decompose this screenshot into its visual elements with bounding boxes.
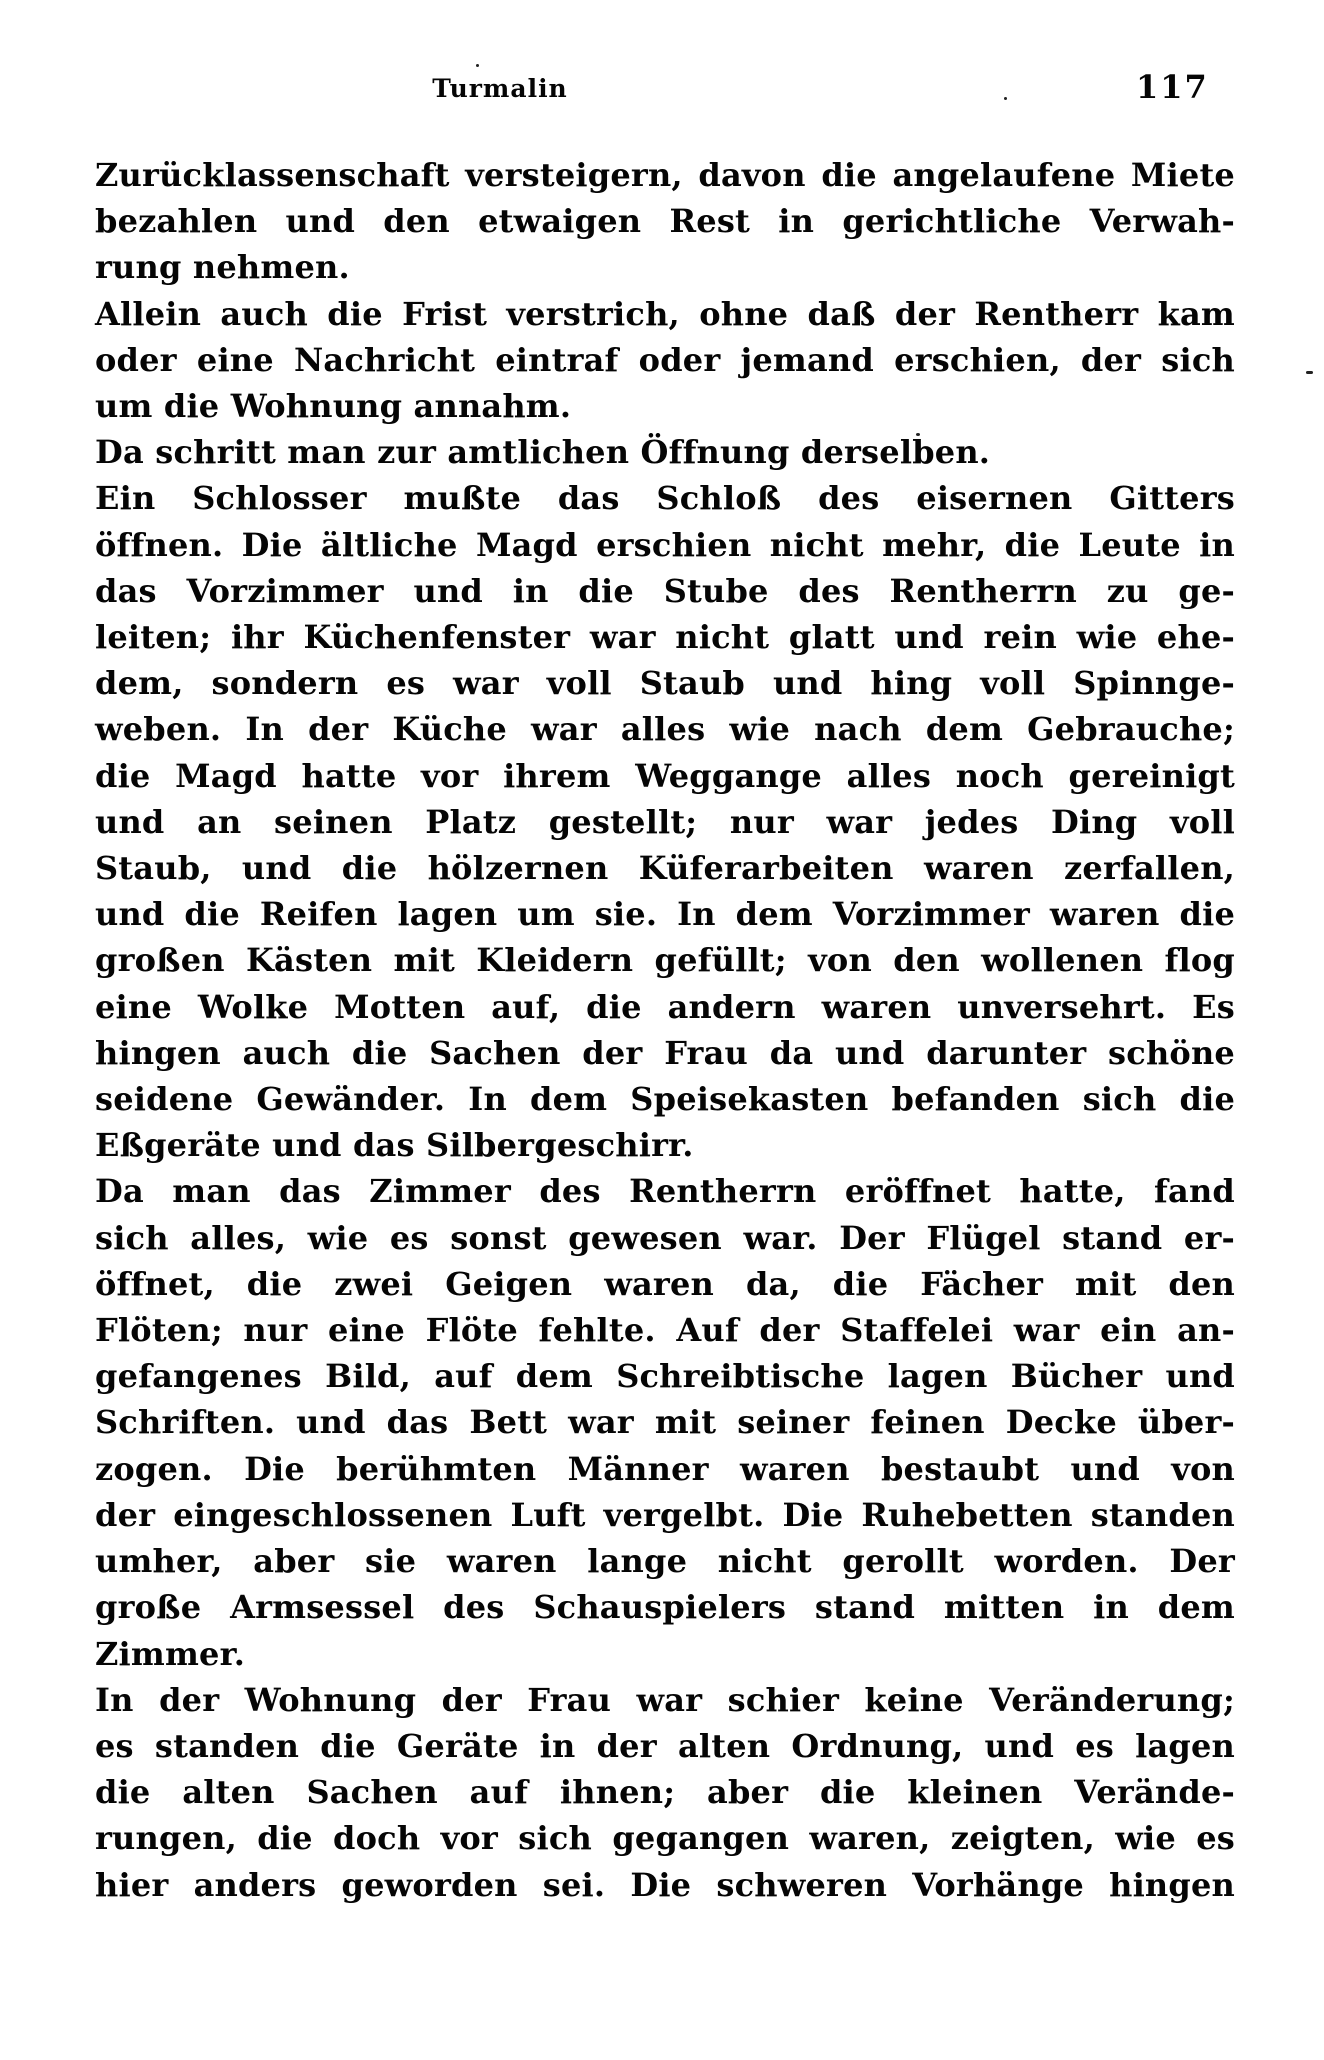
text-line: gefangenes Bild, auf dem Schreibtische lagen Bücher und — [95, 1357, 1235, 1396]
text-line: In der Wohnung der Frau war schier keine Veränderung; — [95, 1680, 1235, 1719]
text-line: Eßgeräte und das Silbergeschirr. — [95, 1126, 694, 1165]
text-line: Flöten; nur eine Flöte fehlte. Auf der Staffelei war ein an- — [95, 1311, 1235, 1350]
text-line: Da schritt man zur amtlichen Öffnung derselben. — [95, 433, 991, 472]
text-line: oder eine Nachricht eintraf oder jemand erschien, der sich — [95, 340, 1235, 379]
text-line: es standen die Geräte in der alten Ordnung, und es lagen — [95, 1726, 1235, 1765]
text-line: bezahlen und den etwaigen Rest in gerichtliche Verwah- — [95, 202, 1235, 241]
paragraph — [95, 1168, 1235, 1676]
text-line: leiten; ihr Küchenfenster war nicht glatt und rein wie ehe- — [95, 618, 1235, 657]
page-number: 117 — [1136, 68, 1209, 106]
page-title: Turmalin — [432, 74, 568, 103]
text-line: der eingeschlossenen Luft vergelbt. Die Ruhebetten standen — [95, 1495, 1235, 1534]
paragraph — [95, 152, 1235, 291]
paragraph — [95, 429, 1235, 475]
text-line: öffnen. Die ältliche Magd erschien nicht mehr, die Leute in — [95, 525, 1235, 564]
text-line: Da man das Zimmer des Rentherrn eröffnet hatte, fand — [95, 1172, 1235, 1211]
text-line: öffnet, die zwei Geigen waren da, die Fächer mit den — [95, 1264, 1235, 1303]
text-line: weben. In der Küche war alles wie nach dem Gebrauche; — [95, 710, 1235, 749]
paragraph — [95, 291, 1235, 430]
text-line: das Vorzimmer und in die Stube des Rentherrn zu ge- — [95, 571, 1235, 610]
text-line: um die Wohnung annahm. — [95, 387, 572, 426]
text-line: und die Reifen lagen um sie. In dem Vorzimmer waren die — [95, 895, 1235, 934]
text-line: Schriften. und das Bett war mit seiner feinen Decke über- — [95, 1403, 1235, 1442]
text-line: zogen. Die berühmten Männer waren bestaubt und von — [95, 1449, 1235, 1488]
text-line: umher, aber sie waren lange nicht gerollt worden. Der — [95, 1542, 1235, 1581]
paragraph — [95, 475, 1235, 1168]
text-line: Zimmer. — [95, 1634, 246, 1673]
text-line: hier anders geworden sei. Die schweren Vorhänge hingen — [95, 1865, 1235, 1904]
text-line: sich alles, wie es sonst gewesen war. Der Flügel stand er- — [95, 1218, 1235, 1257]
text-line: großen Kästen mit Kleidern gefüllt; von den wollenen flog — [95, 941, 1235, 980]
text-block — [95, 152, 1235, 1908]
scan-speck — [476, 64, 479, 67]
text-line: große Armsessel des Schauspielers stand mitten in dem — [95, 1588, 1235, 1627]
text-line: Staub, und die hölzernen Küferarbeiten waren zerfallen, — [95, 849, 1235, 888]
text-line: Zurücklassenschaft versteigern, davon die angelaufene Miete — [95, 156, 1235, 194]
text-line: rungen, die doch vor sich gegangen waren, zeigten, wie es — [95, 1819, 1235, 1858]
text-line: rung nehmen. — [95, 248, 350, 287]
text-line: die Magd hatte vor ihrem Weggange alles noch gereinigt — [95, 756, 1235, 795]
running-head — [0, 68, 1324, 112]
text-line: seidene Gewänder. In dem Speisekasten befanden sich die — [95, 1080, 1235, 1119]
text-line: und an seinen Platz gestellt; nur war jedes Ding voll — [95, 802, 1235, 841]
text-line: Ein Schlosser mußte das Schloß des eisernen Gitters — [95, 479, 1235, 518]
text-line: eine Wolke Motten auf, die andern waren unversehrt. Es — [95, 987, 1235, 1026]
scan-speck — [1306, 371, 1313, 374]
text-line: hingen auch die Sachen der Frau da und darunter schöne — [95, 1033, 1235, 1072]
scan-speck — [1004, 97, 1007, 100]
text-line: Allein auch die Frist verstrich, ohne daß der Rentherr kam — [95, 294, 1235, 333]
text-line: die alten Sachen auf ihnen; aber die kleinen Verände- — [95, 1773, 1235, 1812]
text-line: dem, sondern es war voll Staub und hing voll Spinnge- — [95, 664, 1235, 703]
paragraph — [95, 1677, 1235, 1908]
